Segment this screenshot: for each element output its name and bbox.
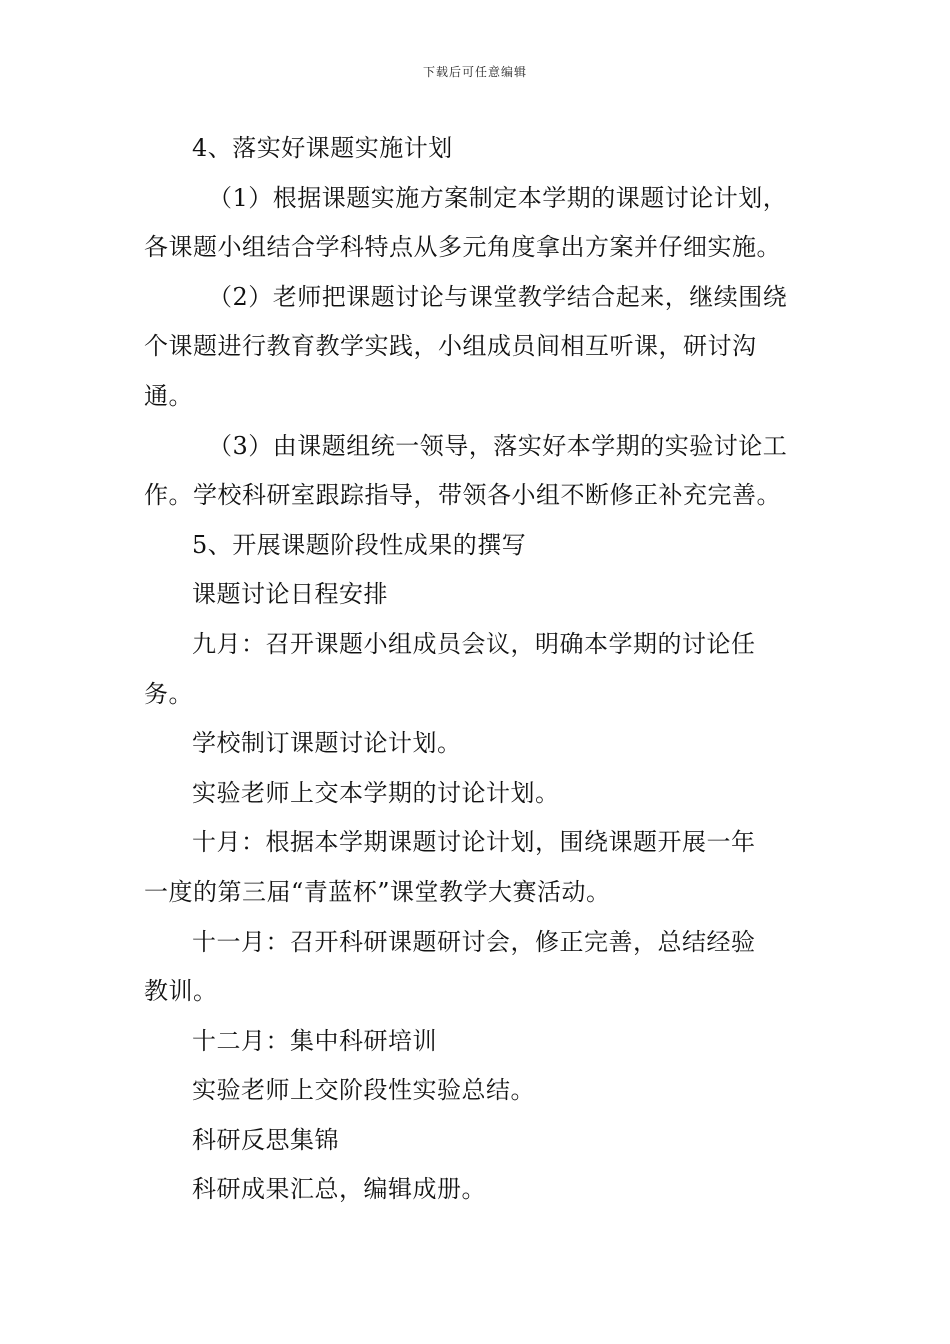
text-line: 个课题进行教育教学实践，小组成员间相互听课，研讨沟 <box>144 332 757 361</box>
text-line: 课题讨论日程安排 <box>192 580 388 609</box>
document-body <box>144 124 808 1215</box>
schedule-september <box>144 620 808 719</box>
schedule-item <box>144 1165 808 1215</box>
text-line: 5、开展课题阶段性成果的撰写 <box>192 530 527 559</box>
schedule-november <box>144 918 808 1017</box>
schedule-october <box>144 818 808 917</box>
text-line: （3）由课题组统一领导，落实好本学期的实验讨论工 <box>208 431 788 460</box>
text-line: 作。学校科研室跟踪指导，带领各小组不断修正补充完善。 <box>144 481 781 510</box>
text-line: 教训。 <box>144 977 218 1006</box>
schedule-item <box>144 719 808 769</box>
text-line: （1）根据课题实施方案制定本学期的课题讨论计划， <box>208 183 788 212</box>
text-line: 学校制订课题讨论计划。 <box>192 729 462 758</box>
section-heading-4 <box>144 124 808 174</box>
text-line: 十月：根据本学期课题讨论计划，围绕课题开展一年 <box>192 828 756 857</box>
text-line: 4、落实好课题实施计划 <box>192 134 453 162</box>
text-line: 九月：召开课题小组成员会议，明确本学期的讨论任 <box>192 629 756 658</box>
text-line: 实验老师上交阶段性实验总结。 <box>192 1076 535 1105</box>
text-line: 十一月：召开科研课题研讨会，修正完善，总结经验 <box>192 927 756 956</box>
text-line: 一度的第三届“青蓝杯”课堂教学大赛活动。 <box>144 877 611 906</box>
text-line: 通。 <box>144 381 193 410</box>
text-line: 各课题小组结合学科特点从多元角度拿出方案并仔细实施。 <box>144 233 781 262</box>
text-line: 科研成果汇总，编辑成册。 <box>192 1175 486 1204</box>
section-heading-5 <box>144 521 808 571</box>
page-header: 下载后可任意编辑 <box>422 65 527 79</box>
schedule-item <box>144 1066 808 1116</box>
text-line: 十二月：集中科研培训 <box>192 1026 437 1055</box>
paragraph-item-1 <box>144 174 808 273</box>
schedule-december <box>144 1017 808 1067</box>
text-line: 务。 <box>144 679 193 708</box>
paragraph-item-3 <box>144 422 808 521</box>
text-line: 实验老师上交本学期的讨论计划。 <box>192 778 560 807</box>
schedule-item <box>144 1116 808 1166</box>
text-line: （2）老师把课题讨论与课堂教学结合起来，继续围绕 <box>208 282 788 311</box>
text-line: 科研反思集锦 <box>192 1125 339 1154</box>
schedule-item <box>144 769 808 819</box>
paragraph-item-2 <box>144 273 808 422</box>
schedule-heading <box>144 570 808 620</box>
